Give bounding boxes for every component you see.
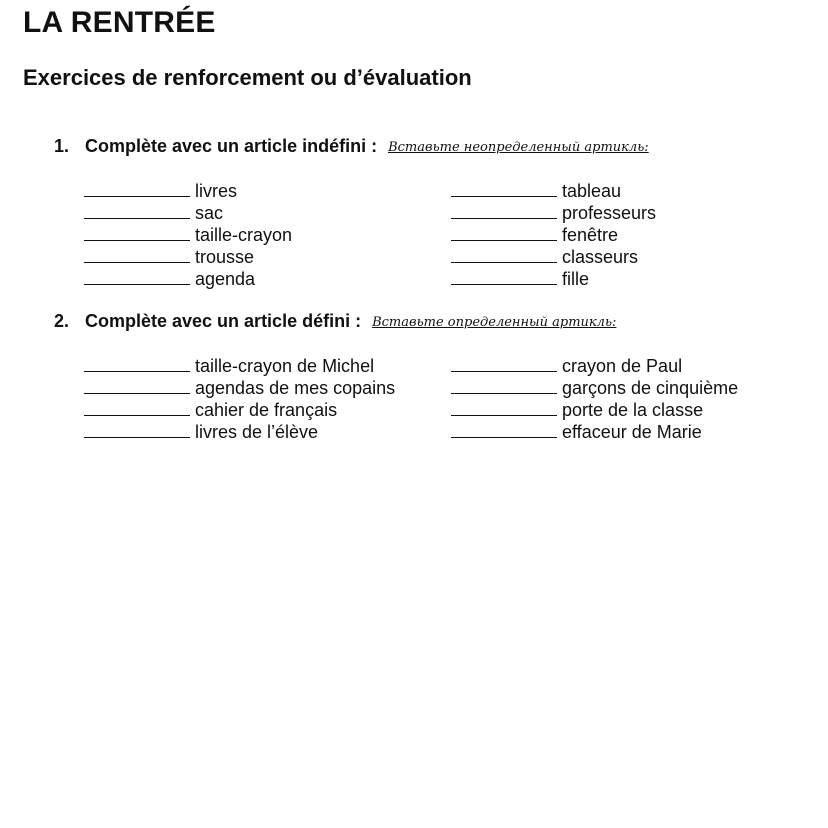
answer-blank[interactable] — [451, 180, 557, 197]
answer-blank[interactable] — [451, 377, 557, 394]
answer-blank[interactable] — [84, 224, 190, 241]
exercise-1-instruction-text: Complète avec un article indéfini : — [85, 136, 378, 156]
answer-blank[interactable] — [84, 377, 190, 394]
exercise-item — [84, 246, 292, 268]
item-label: classeurs — [562, 247, 639, 267]
answer-blank[interactable] — [84, 355, 190, 372]
item-label: agendas de mes copains — [195, 378, 396, 398]
item-label: effaceur de Marie — [562, 422, 702, 442]
exercise-item — [451, 377, 738, 399]
item-label: trousse — [195, 247, 255, 267]
exercise-item — [84, 268, 292, 290]
exercise-2-number: 2. — [54, 311, 70, 331]
answer-blank[interactable] — [84, 268, 190, 285]
exercise-1-right-column — [451, 180, 656, 290]
answer-blank[interactable] — [84, 399, 190, 416]
item-label: taille-crayon — [195, 225, 293, 245]
answer-blank[interactable] — [451, 202, 557, 219]
exercise-item — [84, 355, 395, 377]
answer-blank[interactable] — [84, 421, 190, 438]
item-label: fenêtre — [562, 225, 619, 245]
exercise-1-translation: Вставьте неопределенный артикль: — [388, 140, 649, 155]
item-label: taille-crayon de Michel — [195, 356, 375, 376]
item-label: porte de la classe — [562, 400, 704, 420]
exercise-item — [84, 224, 292, 246]
answer-blank[interactable] — [451, 224, 557, 241]
answer-blank[interactable] — [84, 202, 190, 219]
item-label: sac — [195, 203, 224, 223]
item-label: cahier de français — [195, 400, 338, 420]
exercise-item — [451, 180, 656, 202]
answer-blank[interactable] — [451, 421, 557, 438]
exercise-2-instruction-text: Complète avec un article défini : — [85, 311, 362, 331]
page-subtitle: Exercices de renforcement ou d’évaluation — [23, 65, 472, 90]
answer-blank[interactable] — [451, 246, 557, 263]
exercise-2-translation: Вставьте определенный артикль: — [372, 315, 617, 330]
item-label: fille — [562, 269, 590, 289]
exercise-1-instruction — [54, 136, 649, 157]
answer-blank[interactable] — [451, 268, 557, 285]
page-title: LA RENTRÉE — [23, 6, 216, 39]
item-label: garçons de cinquième — [562, 378, 739, 398]
exercise-1-left-column — [84, 180, 292, 290]
exercise-1-number: 1. — [54, 136, 70, 156]
answer-blank[interactable] — [84, 180, 190, 197]
item-label: tableau — [562, 181, 622, 201]
exercise-item — [451, 246, 656, 268]
exercise-item — [84, 180, 292, 202]
answer-blank[interactable] — [451, 355, 557, 372]
exercise-item — [451, 399, 738, 421]
exercise-item — [451, 421, 738, 443]
item-label: professeurs — [562, 203, 657, 223]
item-label: livres de l’élève — [195, 422, 319, 442]
exercise-item — [451, 355, 738, 377]
exercise-2-right-column — [451, 355, 738, 443]
exercise-item — [84, 421, 395, 443]
exercise-item — [84, 202, 292, 224]
item-label: livres — [195, 181, 238, 201]
exercise-item — [451, 224, 656, 246]
exercise-item — [84, 399, 395, 421]
exercise-item — [84, 377, 395, 399]
answer-blank[interactable] — [84, 246, 190, 263]
item-label: crayon de Paul — [562, 356, 683, 376]
exercise-item — [451, 268, 656, 290]
exercise-2-instruction — [54, 311, 616, 332]
answer-blank[interactable] — [451, 399, 557, 416]
exercise-2-left-column — [84, 355, 395, 443]
item-label: agenda — [195, 269, 256, 289]
exercise-item — [451, 202, 656, 224]
